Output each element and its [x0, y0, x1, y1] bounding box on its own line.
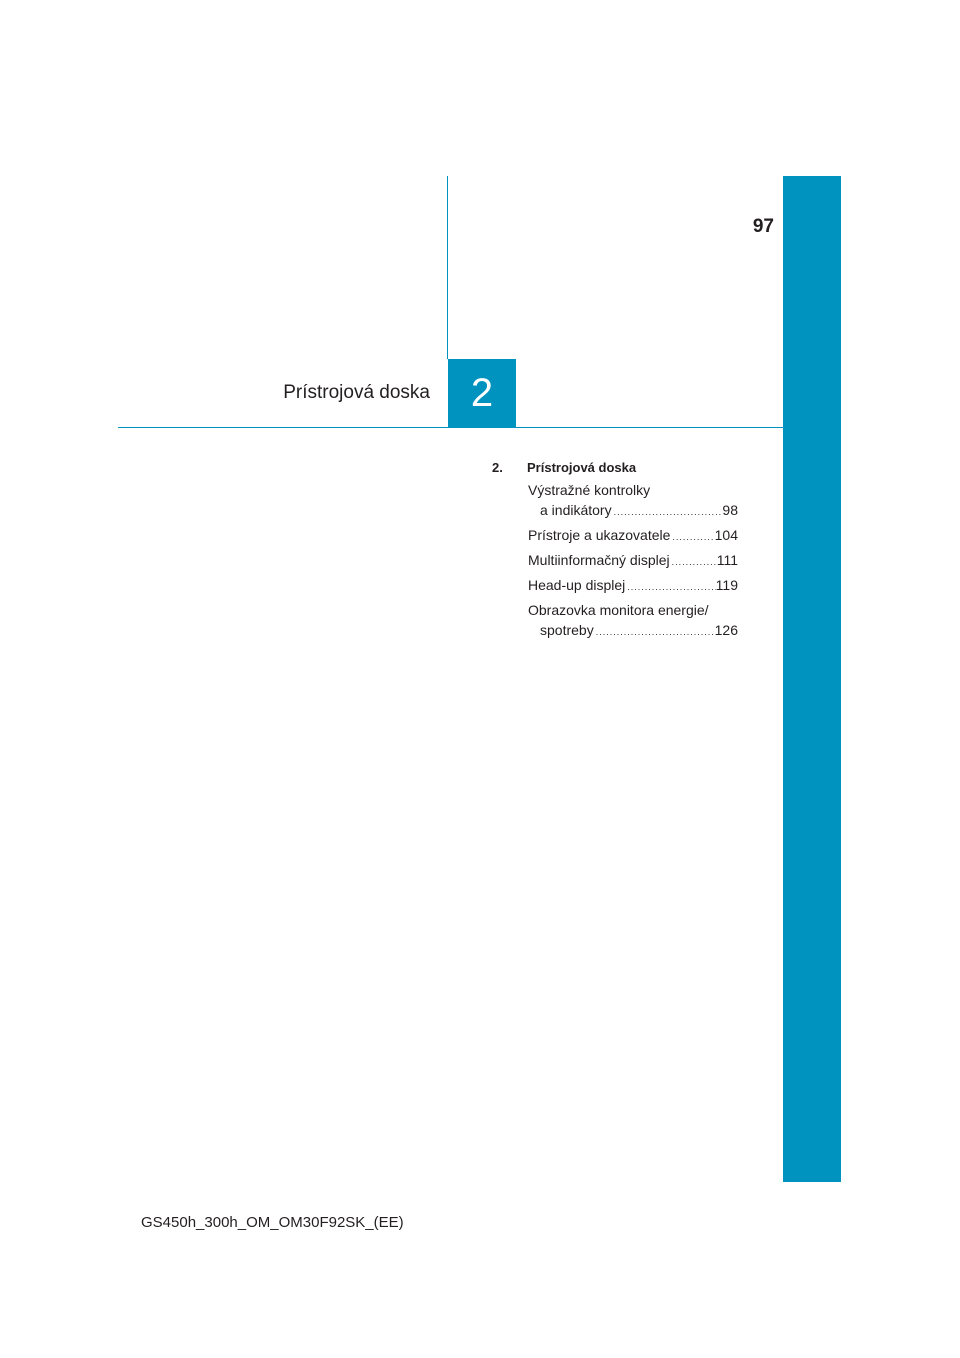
toc-entry-gauges-meters[interactable] [528, 525, 738, 545]
toc-entry-text: a indikátory [540, 502, 612, 518]
document-footer-code: GS450h_300h_OM_OM30F92SK_(EE) [141, 1214, 404, 1231]
toc-entry-page: 111 [716, 552, 738, 568]
dot-leader [612, 504, 723, 520]
toc-entry-page: 119 [715, 577, 738, 593]
toc-entry-text: Head-up displej [528, 577, 626, 593]
chapter-number-badge: 2 [448, 359, 516, 427]
toc-entry-text: Multiinformačný displej [528, 552, 670, 568]
toc-entry-text: Prístroje a ukazovatele [528, 527, 671, 543]
header-horizontal-rule [118, 427, 783, 428]
toc-entry-page: 126 [714, 622, 738, 638]
toc-entry-page: 104 [714, 527, 738, 543]
dot-leader [625, 579, 715, 595]
header-vertical-rule [447, 176, 448, 359]
toc-entry-text: Výstražné kontrolky [528, 482, 651, 498]
page-number: 97 [752, 216, 774, 237]
toc-entry-text: Obrazovka monitora energie/ [528, 602, 709, 618]
side-chapter-tab [783, 176, 841, 1182]
toc-entry-text: spotreby [540, 622, 594, 638]
toc-entry-warning-lights[interactable] [528, 480, 738, 520]
dot-leader [670, 529, 714, 545]
toc-section-heading [492, 460, 742, 480]
chapter-title: Prístrojová doska [283, 382, 430, 403]
toc-entry-energy-monitor[interactable] [528, 600, 738, 640]
dot-leader [594, 624, 715, 640]
toc-entry-page: 98 [722, 502, 738, 518]
dot-leader [670, 554, 717, 570]
toc-section-title: Prístrojová doska [527, 460, 637, 475]
toc-entry-head-up-display[interactable] [528, 575, 738, 595]
toc-entry-multi-info-display[interactable] [528, 550, 738, 570]
toc-section-number: 2. [492, 460, 503, 475]
table-of-contents [492, 460, 742, 645]
